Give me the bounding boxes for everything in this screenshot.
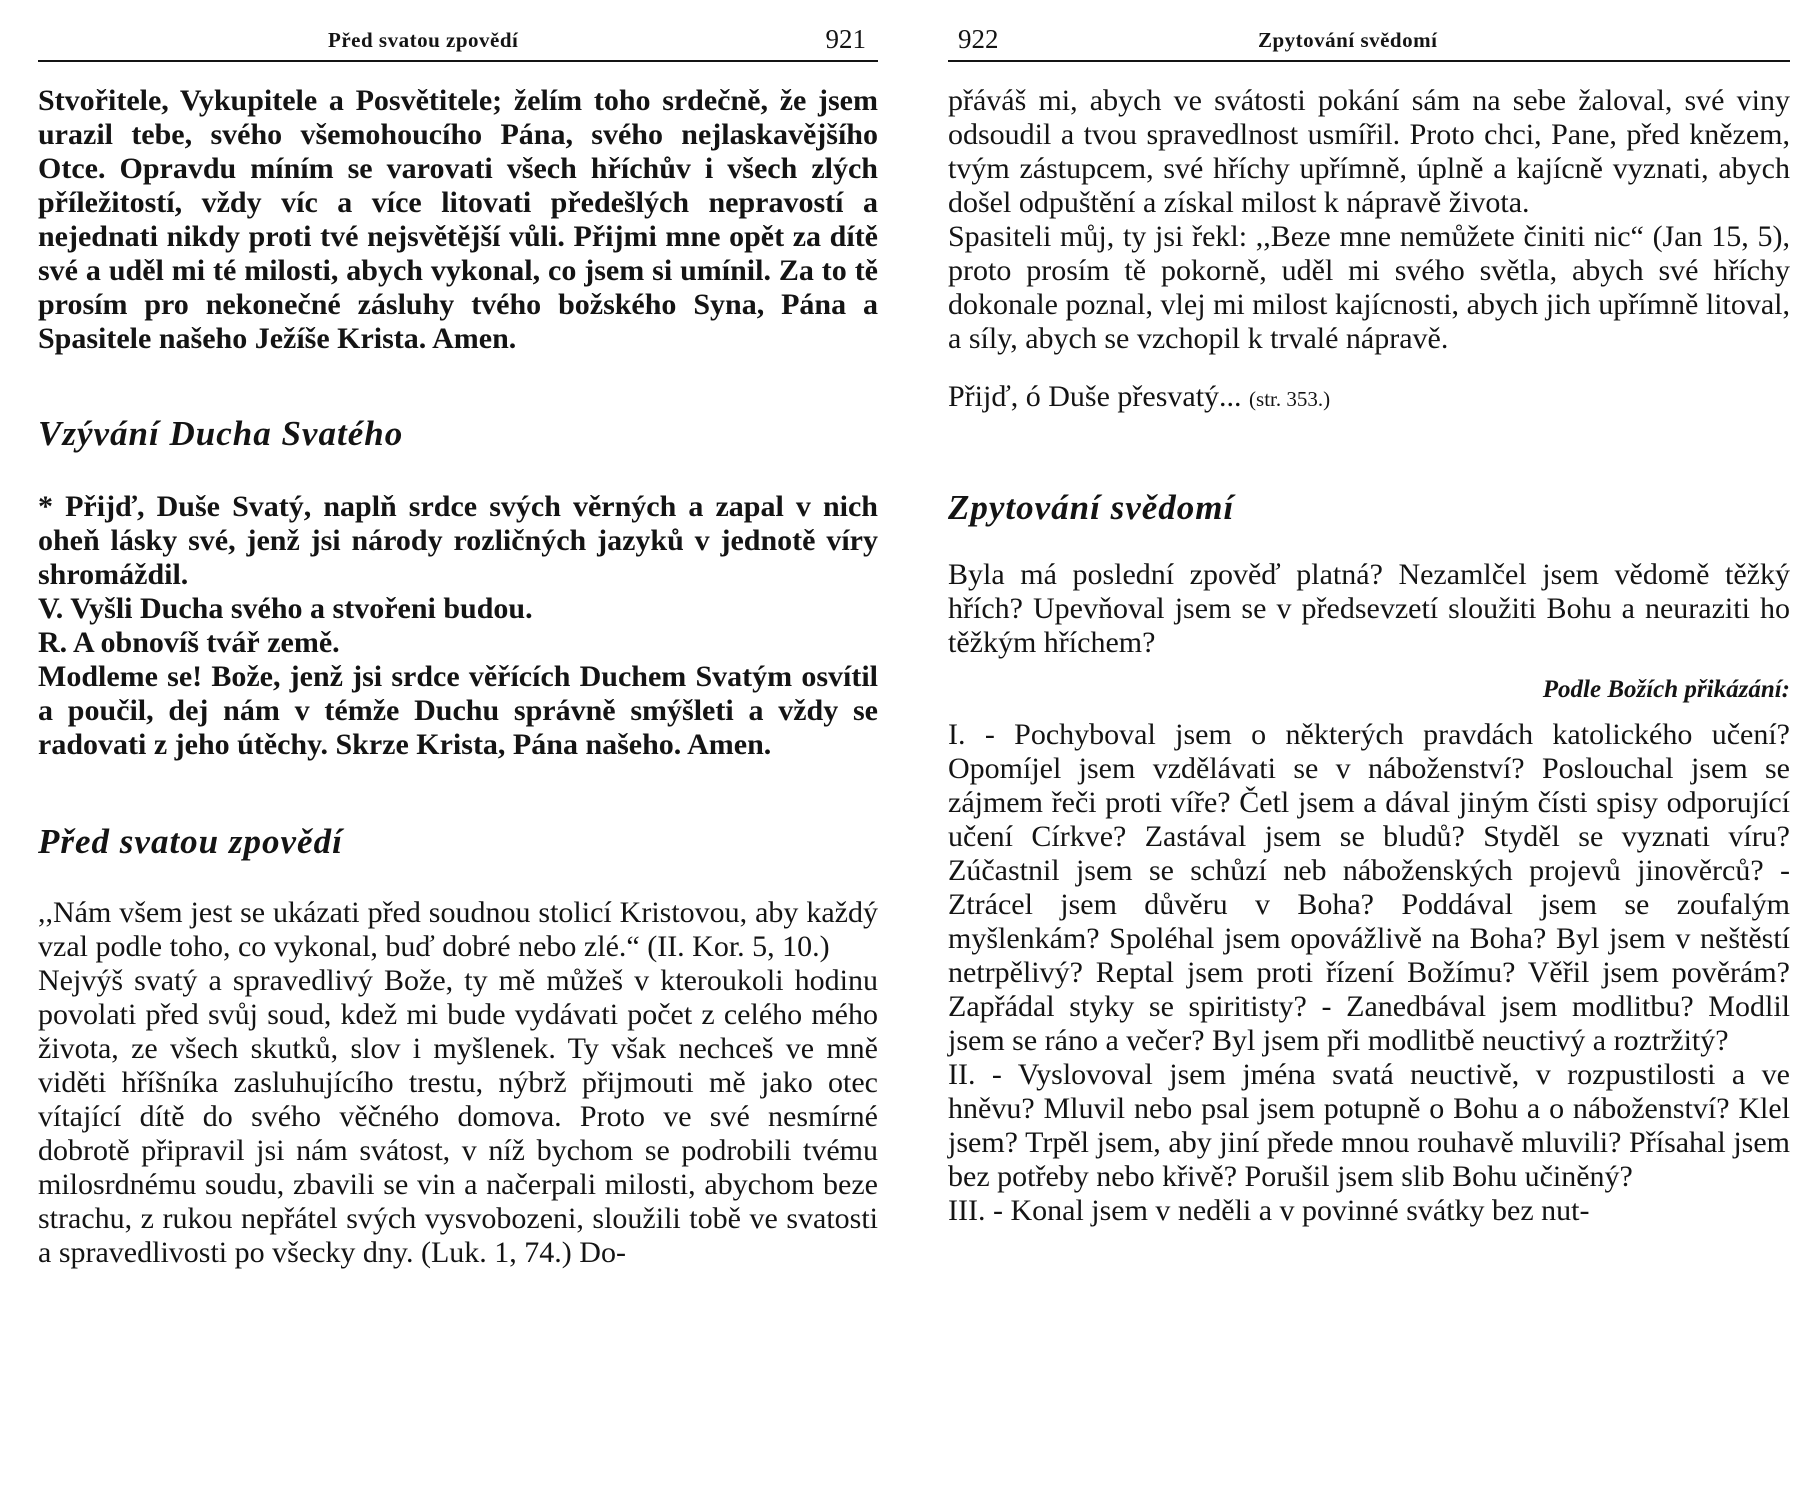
right-page-header xyxy=(948,24,1790,62)
left-header-title: Před svatou zpovědí xyxy=(328,28,519,52)
right-paragraph-3: Byla má poslední zpověď platná? Nezamlčel jsem vědomě těžký hřích? Upevňoval jsem se v předsevzetí sloužiti Bohu a neuraziti ho těžkým hříchem? xyxy=(948,558,1790,659)
left-versicle: V. Vyšli Ducha svého a stvořeni budou. xyxy=(38,592,533,625)
left-prayer-2: Modleme se! Bože, jenž jsi srdce věřících Duchem Svatým osvítil a poučil, dej nám v témže Duchu správně smýšleti a vždy se radovati z jeho útěchy. Skrze Krista, Pána našeho. Amen. xyxy=(38,660,878,761)
right-page xyxy=(948,0,1790,1500)
left-prayer-1: * Přijď, Duše Svatý, naplň srdce svých věrných a zapal v nich oheň lásky své, jenž jsi národy rozličných jazyků v jednotě víry shromáždil. xyxy=(38,490,878,591)
hymn-line-text: Přijď, ó Duše přesvatý... xyxy=(948,380,1242,413)
left-page-body xyxy=(38,84,878,1270)
right-paragraph-2: Spasiteli můj, ty jsi řekl: ,,Beze mne nemůžete činiti nic“ (Jan 15, 5), proto prosím tě pokorně, uděl mi svého světla, abych své hříchy dokonale poznal, vlej mi milost kajícnosti, abych jich upřímně litoval, a síly, abych se vzchopil k trvalé nápravě. xyxy=(948,220,1790,355)
left-paragraph-1: Stvořitele, Vykupitele a Posvětitele; želím toho srdečně, že jsem urazil tebe, svého všemohoucího Pána, svého nejlaskavějšího Otce. Opravdu míním se varovati všech hříchův i všech zlých příležitostí, vždy víc a více litovati předešlých nepravostí a nejednati nikdy proti tvé nejsvětější vůli. Přijmi mne opět za dítě své a uděl mi té milosti, abych vykonal, co jsem si umínil. Za to tě prosím pro nekonečné zásluhy tvého božského Syna, Pána a Spasitele našeho Ježíše Krista. Amen. xyxy=(38,84,878,355)
left-page-header xyxy=(38,24,878,62)
right-subheading: Podle Božích přikázání: xyxy=(1542,676,1790,703)
right-page-number: 922 xyxy=(958,24,999,54)
hymn-reference: (str. 353.) xyxy=(1249,387,1331,411)
left-paragraph-2: Nejvýš svatý a spravedlivý Bože, ty mě můžeš v kteroukoli hodinu povolati před svůj soud, kdež mi bude vydávati počet z celého mého života, ze všech skutků, slov i myšlenek. Ty však nechceš ve mně viděti hříšníka zasluhujícího trestu, nýbrž přijmouti mě jako otec vítající dítě do svého věčného domova. Proto ve své nesmírné dobrotě připravil jsi nám svátost, v níž bychom se podrobili tvému milosrdnému soudu, zbavili se vin a načerpali milosti, abychom beze strachu, z rukou nepřátel svých vysvobozeni, sloužili tobě ve svatosti a spravedlivosti po všecky dny. (Luk. 1, 74.) Do- xyxy=(38,964,878,1269)
right-hymn-line xyxy=(948,380,1790,416)
commandment-3: III. - Konal jsem v neděli a v povinné svátky bez nut- xyxy=(948,1194,1590,1227)
left-page xyxy=(38,0,878,1500)
right-paragraph-1: přáváš mi, abych ve svátosti pokání sám na sebe žaloval, své viny odsoudil a tvou spravedlnost usmířil. Proto chci, Pane, před knězem, tvým zástupcem, své hříchy upřímně, úplně a kajícně vyznati, abych došel odpuštění a získal milost k nápravě života. xyxy=(948,84,1790,219)
left-quote: ,,Nám všem jest se ukázati před soudnou stolicí Kristovou, aby každý vzal podle toho, co vykonal, buď dobré nebo zlé.“ (II. Kor. 5, 10.) xyxy=(38,896,878,963)
left-response: R. A obnovíš tvář země. xyxy=(38,626,340,659)
commandment-1: I. - Pochyboval jsem o některých pravdách katolického učení? Opomíjel jsem vzdělávati se v náboženství? Poslouchal jsem se zájmem řeči proti víře? Četl jsem a dával jiným čísti spisy odporující učení Církve? Zastával jsem se bludů? Styděl se vyznati víru? Zúčastnil jsem se schůzí neb náboženských projevů jinověrců? - Ztrácel jsem důvěru v Boha? Poddával jsem se zoufalým myšlenkám? Spoléhal jsem opovážlivě na Boha? Byl jsem v neštěstí netrpělivý? Reptal jsem proti řízení Božímu? Věřil jsem pověrám? Zapřádal styky se spiritisty? - Zanedbával jsem modlitbu? Modlil jsem se ráno a večer? Byl jsem při modlitbě neuctivý a roztržitý? xyxy=(948,718,1790,1057)
left-heading-2: Před svatou zpovědí xyxy=(38,822,343,861)
right-header-title: Zpytování svědomí xyxy=(1258,28,1438,52)
left-heading-1: Vzývání Ducha Svatého xyxy=(38,414,404,453)
left-page-number: 921 xyxy=(825,24,866,54)
commandment-2: II. - Vyslovoval jsem jména svatá neuctivě, v rozpustilosti a ve hněvu? Mluvil nebo psal jsem potupně o Bohu a o náboženství? Klel jsem? Trpěl jsem, aby jiní přede mnou rouhavě mluvili? Přísahal jsem bez potřeby nebo křivě? Porušil jsem slib Bohu učiněný? xyxy=(948,1058,1790,1193)
right-heading: Zpytování svědomí xyxy=(948,488,1235,527)
right-page-body xyxy=(948,84,1790,1228)
